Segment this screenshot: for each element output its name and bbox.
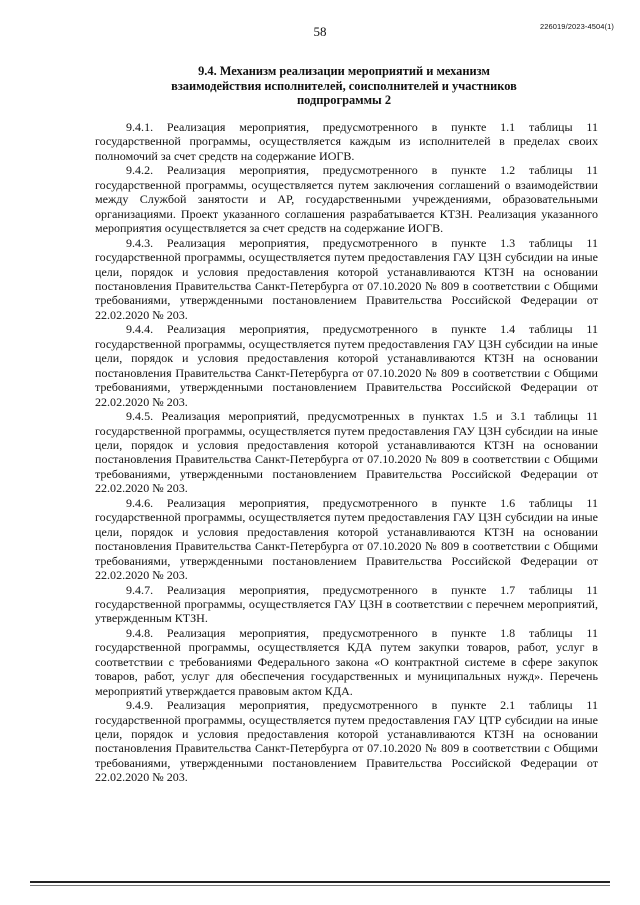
section-heading [90, 64, 598, 108]
paragraph-9-4-3: 9.4.3. Реализация мероприятия, предусмотренного в пункте 1.3 таблицы 11 государственной программы, осуществляется путем предоставления ГАУ ЦЗН субсидии на иные цели, порядок и условия предоставления которой устанавливаются КТЗН на основании постановления Правительства Санкт-Петербурга от 07.10.2020 № 809 в соответствии с Общими требованиями, утвержденными постановлением Правительства Российской Федерации от 22.02.2020 № 203. [95, 235, 598, 322]
page-number: 58 [313, 24, 327, 39]
paragraph-9-4-4: 9.4.4. Реализация мероприятия, предусмотренного в пункте 1.4 таблицы 11 государственной программы, осуществляется путем предоставления ГАУ ЦЗН субсидии на иные цели, порядок и условия предоставления которой устанавливаются КТЗН на основании постановления Правительства Санкт-Петербурга от 07.10.2020 № 809 в соответствии с Общими требованиями, утвержденными постановлением Правительства Российской Федерации от 22.02.2020 № 203. [95, 322, 598, 409]
paragraph-9-4-8: 9.4.8. Реализация мероприятия, предусмотренного в пункте 1.8 таблицы 11 государственной программы, осуществляется КДА путем закупки товаров, работ, услуг в соответствии с требованиями Федерального закона «О контрактной системе в сфере закупок товаров, работ, услуг для обеспечения государственных и муниципальных нужд». Перечень мероприятий утверждается правовым актом КДА. [95, 625, 598, 698]
section-body [95, 120, 598, 785]
document-id: 226019/2023-4504(1) [539, 22, 614, 31]
section-heading-line-3: подпрограммы 2 [296, 93, 392, 108]
paragraph-9-4-2: 9.4.2. Реализация мероприятия, предусмотренного в пункте 1.2 таблицы 11 государственной программы, осуществляется путем заключения соглашений о взаимодействии между Службой занятости и АР, государственными учреждениями, образовательными организациями. Проект указанного соглашения разрабатывается КТЗН. Реализация указанного мероприятия осуществляется за счет средств на содержание ИОГВ. [95, 163, 598, 236]
footer-divider [30, 881, 610, 883]
footer-divider-thin [30, 885, 610, 886]
paragraph-9-4-1: 9.4.1. Реализация мероприятия, предусмотренного в пункте 1.1 таблицы 11 государственной программы, осуществляется каждым из исполнителей в пределах своих полномочий за счет средств на содержание ИОГВ. [95, 120, 598, 163]
section-heading-line-2: взаимодействия исполнителей, соисполнителей и участников [171, 78, 517, 93]
paragraph-9-4-6: 9.4.6. Реализация мероприятия, предусмотренного в пункте 1.6 таблицы 11 государственной программы, осуществляется путем предоставления ГАУ ЦЗН субсидии на иные цели, порядок и условия предоставления которой устанавливаются КТЗН на основании постановления Правительства Санкт-Петербурга от 07.10.2020 № 809 в соответствии с Общими требованиями, утвержденными постановлением Правительства Российской Федерации от 22.02.2020 № 203. [95, 495, 598, 583]
paragraph-9-4-9: 9.4.9. Реализация мероприятия, предусмотренного в пункте 2.1 таблицы 11 государственной программы, осуществляется путем предоставления ГАУ ЦТР субсидии на иные цели, порядок и условия предоставления которой устанавливаются КТЗН на основании постановления Правительства Санкт-Петербурга от 07.10.2020 № 809 в соответствии с Общими требованиями, утвержденными постановлением Правительства Российской Федерации от 22.02.2020 № 203. [95, 698, 598, 785]
section-heading-line-1: 9.4. Механизм реализации мероприятий и механизм [198, 64, 490, 78]
paragraph-9-4-7: 9.4.7. Реализация мероприятия, предусмотренного в пункте 1.7 таблицы 11 государственной программы, осуществляется ГАУ ЦЗН в соответствии с перечнем мероприятий, утвержденным КТЗН. [95, 582, 598, 626]
paragraph-9-4-5: 9.4.5. Реализация мероприятий, предусмотренных в пунктах 1.5 и 3.1 таблицы 11 государственной программы, осуществляется путем предоставления ГАУ ЦЗН субсидии на иные цели, порядок и условия предоставления которой устанавливаются КТЗН на основании постановления Правительства Санкт-Петербурга от 07.10.2020 № 809 в соответствии с Общими требованиями, утвержденными постановлением Правительства Российской Федерации от 22.02.2020 № 203. [95, 409, 598, 496]
